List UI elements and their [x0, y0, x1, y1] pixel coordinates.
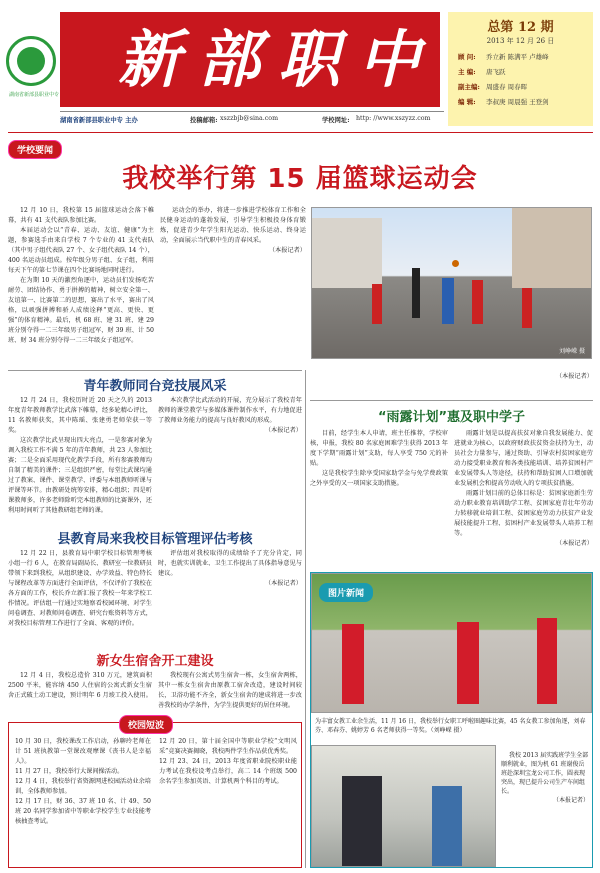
photo-news-box: [310, 572, 593, 868]
school-logo: 湖南省新部县职业中专: [6, 36, 56, 86]
briefs-box: [8, 722, 302, 868]
article-body: 目前，经学生本人申请，班主任推荐，学校审核，申报，我校 80 名家庭困难学生获得 2013 年度下学期“雨露计划”支助，每人享受 750 元的补贴。 这是我校学生除享受国家助学金与免学费政策之外享受的又一项国家支助措施。: [310, 430, 448, 487]
brief-item: 11 月 27 日，我校举行大课间操活动。: [15, 768, 124, 775]
article-title: “雨露计划”惠及职中学子: [377, 410, 526, 425]
article-title: 青年教师同台竞技展风采: [83, 379, 227, 394]
newspaper-name: 新部职中: [118, 23, 439, 96]
brief-item: 12 月 23、24 日，2013 年度省职业院校职业能力考试在我校设考点举行，高二 14 个班级 500 余名学生参加英语、计算机两个科目的考试。: [159, 758, 297, 785]
article-title: 县教育局来我校目标管理评估考核: [57, 532, 253, 547]
section-tag: 学校要闻: [8, 140, 62, 159]
brief-item: 12 月 17 日，财 36、37 班 10 名、计 49、50 班 20 名同学参加省中等职业学校学生专业技能考核抽查考试。: [15, 798, 151, 825]
email-link[interactable]: xszzbjb@sina.com: [220, 115, 279, 122]
article-body-continued: （本报记者）: [555, 373, 593, 380]
brief-item: 12 月 20 日，第十届全国中等职业学校“文明风采”竞赛决赛揭晓，我校两件学生作品获优秀奖。: [159, 738, 297, 755]
article-body: 运动会的举办，将进一步推进学校体育工作和全民健身运动的蓬勃发展，引导学生积极投身体育锻炼，促进青少年学生阳光运动、快乐运动、终身运动，全面展示当代职中生的青春风采。 （本报记者）: [160, 207, 306, 254]
article-body: 本次教学比武活动的开展，充分展示了我校青年教师的课堂教学与多媒体课件制作水平，有力地促进了教师业务能力的提高与良好教风的形成。 （本报记者）: [158, 397, 302, 434]
staff-row: 编 辑: 李叔庚 周晨强 王登剑: [458, 98, 549, 106]
workshop-photo: [311, 745, 496, 867]
headline: 我校举行第 15 届篮球运动会: [122, 164, 478, 194]
staff-row: 顾 问: 乔立新 陈满平 卢雄峰: [458, 53, 549, 61]
article-body: 评估组对我校取得的成绩给予了充分肯定，同时，也就实训就业、卫生工作提出了具体指导意见与建议。 （本报记者）: [158, 550, 302, 587]
photo-caption: 我校 2013 届实践班学生全部顺利就业，图为机 61 班谢俊岳班赴深圳宝龙公司工作，圆表现突出，现已提升公司生产车间组长。 （本报记者）: [501, 752, 589, 804]
briefs-tag: 校园短波: [119, 715, 173, 734]
issue-info: [448, 12, 593, 126]
issue-date: 2013 年 12 月 26 日: [486, 37, 555, 45]
photo-credit: 刘峥嵘 摄: [559, 348, 585, 355]
brief-item: 12 月 4 日，我校举行省资源网进校园活动业余培训，全体教师参加。: [15, 778, 151, 795]
article-body: 我校现有公寓式男生宿舍一栋，女生宿舍两栋，其中一栋女生宿舍由原教工宿舍改造，建设时间较长，卫浴功能不齐全，新女生宿舍的建成将进一步改善我校的办学条件，为学生提供更好的居住环境。: [158, 672, 302, 709]
site-link[interactable]: http: //www.xszyzz.com: [356, 115, 431, 122]
info-band: 湖南省新部县职业中专 主办 投稿邮箱: xszzbjb@sina.com 学校网址: http: //www.xszyzz.com: [60, 111, 444, 126]
article-body: 12 月 10 日，我校第 15 届篮球运动会落下帷幕，共有 41 支代表队参加比赛。 本届运动会以“青春、运动、友谊、健康”为主题，参赛选手由来自学校 7 个专业的 41 支代表队（其中男子组代表队 27 个、女子组代表队 14 个），400 名运动员组成。按年级分男子组、女子组，利用每天下午的第七节课在四个比赛场地同时进行。 在为期 10 天的激烈角逐中，运动员们发扬吃苦耐劳、团结协作、勇于拼搏的精神，树立安全第一、友谊第一、比赛第二的思想，赛出了水平，赛出了风格，以顽强拼搏和骄人成绩诠释“更高、更快、更强”的体育精神。最后，机 68 班、建 31 班、建 29 班分别夺得一二三年级男子组冠军，财 39 班、计 50 班、财 34 班分别夺得一二三年级女子组冠军。: [8, 207, 154, 344]
masthead: [60, 12, 440, 107]
photo-caption: 为丰富女教工业余生活，11 月 16 日，我校举行女职工呼啦圈趣味比赛，45 名女教工参加角逐，刘春芬、邓春芬、姚婷芳 6 名老师获得一等奖。（刘峥嵘 摄）: [315, 718, 586, 734]
basketball-photo: [311, 207, 592, 359]
brief-item: 10 月 30 日，我校课改工作启动，孙聊玲老师在计 51 班执教第一堂课改观摩课《丧书人是幸福人》。: [15, 738, 151, 765]
article-body: 12 月 24 日，我校历时近 20 天之久的 2013 年度青年教师教学比武落下帷幕，经多轮精心评比，11 名教师获奖，其中陈瑶、张建勇老师荣获一等奖。 这次教学比武呈现出四大亮点，一是参赛对象为调入我校工作不满 5 年的青年教师，共 23 人参加比赛；二是全面采用现代化教学手段，所有参赛教师均自制了精美的课件；三是组织严密，每堂比武课均通过了教案、课件、课堂教学、评委与本组教师听课与评课等环节。由教研处统筹安排，精心组织；四是听课教师多，许多老师除听完本组教师的比赛课外，还利用时间听了其他教研组老师的课。: [8, 397, 152, 514]
article-body: 雨露计划是以提高扶贫对象自我发展能力、促进就业为核心，以政府财政扶贫资金扶持为主，动员社会力量参与，通过资助、引导农村贫困家庭劳动力接受职业教育和各类技能培训、培养贫困村产业发展带头人等途径，扶持和帮助贫困人口增加就业发展机会和提高劳动收入的专项扶贫措施。 雨露计划目前的总体目标是：贫困家庭新生劳动力职业教育培训助学工程、贫困家庭青壮年劳动力转移就业培训工程、贫困家庭劳动力扶贫产业发展技能提升工程、贫困村产业发展带头人培养工程等。 （本报记者）: [454, 430, 593, 547]
article-title: 新女生宿舍开工建设: [96, 654, 214, 669]
issue-number: 总第 12 期: [487, 20, 554, 35]
article-body: 12 月 4 日，我校总造价 310 万元，建筑面积 2500 平米，能容纳 450 人住宿的公寓式新女生宿舍正式破土动工建设，预计明年 6 月竣工投入使用。: [8, 672, 152, 699]
article-body: 12 月 22 日，县教育局中职学校目标管理考核小组一行 6 人，在教育局副局长、教研室一位教研员带领下来到我校，从组织建设、办学效益、特色特长与课程改革等方面进行全面评估，不仅评价了我校在各方面的工作，校长乔立新汇报了我校一年来学校工作情况。评估组一行通过实地察看校园环境、对学生问卷调查、对教师问卷调查、研究台账资料等方式，对我校目标管理工作进行了全面、客观的评价。: [8, 550, 152, 627]
staff-row: 主 编: 唐飞跃: [458, 68, 506, 76]
photo-news-tag: 图片新闻: [319, 583, 373, 602]
staff-row: 副主编: 周盛春 周春晖: [458, 83, 528, 91]
